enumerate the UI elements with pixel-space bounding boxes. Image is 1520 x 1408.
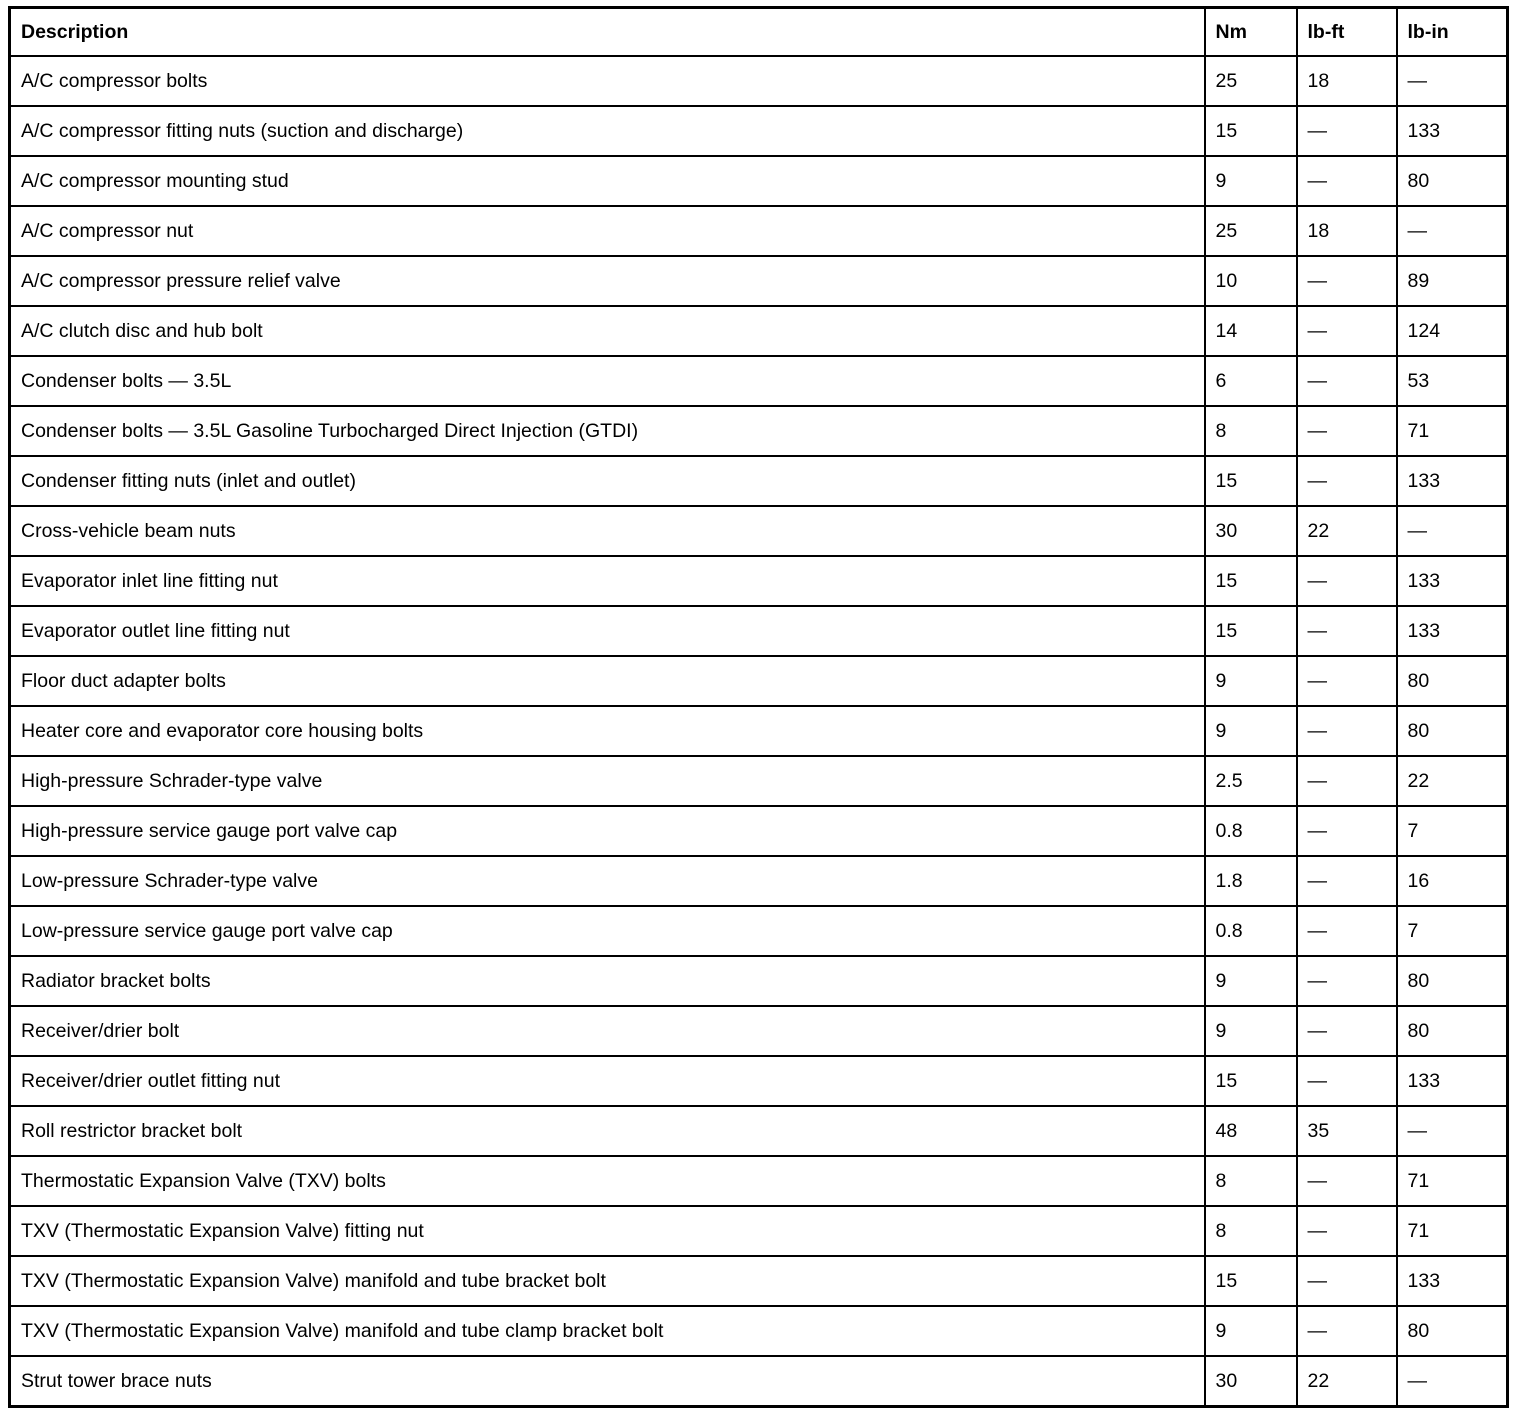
cell-lb-in: —: [1397, 1356, 1508, 1407]
table-row: [10, 656, 1508, 706]
cell-description: Evaporator inlet line fitting nut: [10, 556, 1205, 606]
cell-lb-in: 80: [1397, 706, 1508, 756]
cell-description: A/C clutch disc and hub bolt: [10, 306, 1205, 356]
cell-lb-ft: —: [1297, 706, 1397, 756]
table-row: [10, 1356, 1508, 1407]
cell-nm: 30: [1205, 506, 1297, 556]
table-row: [10, 306, 1508, 356]
cell-lb-in: 80: [1397, 1306, 1508, 1356]
cell-nm: 10: [1205, 256, 1297, 306]
table-row: [10, 1156, 1508, 1206]
cell-nm: 0.8: [1205, 906, 1297, 956]
cell-lb-ft: —: [1297, 1306, 1397, 1356]
column-header-description: Description: [10, 8, 1205, 57]
table-row: [10, 1206, 1508, 1256]
cell-nm: 8: [1205, 406, 1297, 456]
cell-lb-ft: —: [1297, 356, 1397, 406]
table-row: [10, 456, 1508, 506]
cell-nm: 15: [1205, 556, 1297, 606]
cell-description: Floor duct adapter bolts: [10, 656, 1205, 706]
table-row: [10, 206, 1508, 256]
cell-lb-in: 7: [1397, 806, 1508, 856]
cell-nm: 15: [1205, 1056, 1297, 1106]
cell-nm: 9: [1205, 706, 1297, 756]
cell-lb-ft: —: [1297, 1006, 1397, 1056]
cell-nm: 6: [1205, 356, 1297, 406]
cell-lb-in: —: [1397, 506, 1508, 556]
cell-description: Cross-vehicle beam nuts: [10, 506, 1205, 556]
table-header-row: [10, 8, 1508, 57]
cell-description: High-pressure service gauge port valve cap: [10, 806, 1205, 856]
cell-lb-ft: —: [1297, 606, 1397, 656]
cell-description: TXV (Thermostatic Expansion Valve) manifold and tube clamp bracket bolt: [10, 1306, 1205, 1356]
cell-nm: 25: [1205, 56, 1297, 106]
cell-description: Receiver/drier bolt: [10, 1006, 1205, 1056]
cell-description: Condenser bolts — 3.5L: [10, 356, 1205, 406]
cell-lb-ft: 18: [1297, 206, 1397, 256]
cell-lb-in: 80: [1397, 956, 1508, 1006]
table-row: [10, 556, 1508, 606]
cell-lb-in: 133: [1397, 1056, 1508, 1106]
cell-lb-in: 22: [1397, 756, 1508, 806]
cell-nm: 8: [1205, 1156, 1297, 1206]
cell-lb-ft: 22: [1297, 1356, 1397, 1407]
cell-lb-in: 124: [1397, 306, 1508, 356]
cell-nm: 15: [1205, 1256, 1297, 1306]
cell-description: Thermostatic Expansion Valve (TXV) bolts: [10, 1156, 1205, 1206]
table-row: [10, 1006, 1508, 1056]
cell-lb-in: 80: [1397, 156, 1508, 206]
table-row: [10, 856, 1508, 906]
table-row: [10, 1106, 1508, 1156]
cell-lb-ft: 18: [1297, 56, 1397, 106]
table-row: [10, 506, 1508, 556]
cell-lb-ft: —: [1297, 406, 1397, 456]
cell-nm: 15: [1205, 456, 1297, 506]
cell-lb-ft: —: [1297, 1156, 1397, 1206]
cell-lb-in: —: [1397, 56, 1508, 106]
cell-lb-in: 133: [1397, 1256, 1508, 1306]
cell-description: A/C compressor fitting nuts (suction and discharge): [10, 106, 1205, 156]
cell-description: Strut tower brace nuts: [10, 1356, 1205, 1407]
cell-nm: 9: [1205, 956, 1297, 1006]
table-row: [10, 756, 1508, 806]
cell-nm: 9: [1205, 1306, 1297, 1356]
column-header-lb-in: lb-in: [1397, 8, 1508, 57]
cell-lb-in: 133: [1397, 106, 1508, 156]
cell-nm: 9: [1205, 1006, 1297, 1056]
cell-lb-in: 7: [1397, 906, 1508, 956]
cell-lb-in: —: [1397, 1106, 1508, 1156]
cell-lb-in: 71: [1397, 406, 1508, 456]
cell-lb-ft: —: [1297, 956, 1397, 1006]
cell-lb-in: 80: [1397, 656, 1508, 706]
cell-lb-ft: —: [1297, 806, 1397, 856]
table-row: [10, 1256, 1508, 1306]
cell-description: Radiator bracket bolts: [10, 956, 1205, 1006]
cell-nm: 2.5: [1205, 756, 1297, 806]
cell-lb-in: 71: [1397, 1156, 1508, 1206]
cell-description: A/C compressor bolts: [10, 56, 1205, 106]
table-row: [10, 1056, 1508, 1106]
cell-lb-ft: —: [1297, 656, 1397, 706]
cell-description: High-pressure Schrader-type valve: [10, 756, 1205, 806]
table-row: [10, 256, 1508, 306]
table-row: [10, 706, 1508, 756]
cell-lb-ft: 22: [1297, 506, 1397, 556]
cell-nm: 48: [1205, 1106, 1297, 1156]
cell-nm: 30: [1205, 1356, 1297, 1407]
cell-lb-in: 53: [1397, 356, 1508, 406]
cell-nm: 0.8: [1205, 806, 1297, 856]
column-header-nm: Nm: [1205, 8, 1297, 57]
cell-lb-in: 133: [1397, 556, 1508, 606]
cell-description: TXV (Thermostatic Expansion Valve) fitting nut: [10, 1206, 1205, 1256]
cell-lb-in: 89: [1397, 256, 1508, 306]
cell-nm: 8: [1205, 1206, 1297, 1256]
cell-lb-ft: —: [1297, 106, 1397, 156]
cell-description: Condenser fitting nuts (inlet and outlet): [10, 456, 1205, 506]
cell-lb-ft: —: [1297, 306, 1397, 356]
column-header-lb-ft: lb-ft: [1297, 8, 1397, 57]
torque-specifications-table: [8, 6, 1509, 1408]
cell-description: Low-pressure service gauge port valve cap: [10, 906, 1205, 956]
table-row: [10, 406, 1508, 456]
cell-nm: 15: [1205, 606, 1297, 656]
table-row: [10, 1306, 1508, 1356]
cell-lb-ft: —: [1297, 156, 1397, 206]
cell-lb-in: 133: [1397, 456, 1508, 506]
cell-lb-ft: —: [1297, 1206, 1397, 1256]
cell-description: Low-pressure Schrader-type valve: [10, 856, 1205, 906]
cell-lb-ft: —: [1297, 556, 1397, 606]
table-row: [10, 906, 1508, 956]
cell-description: Receiver/drier outlet fitting nut: [10, 1056, 1205, 1106]
cell-nm: 9: [1205, 656, 1297, 706]
table-row: [10, 956, 1508, 1006]
cell-lb-in: —: [1397, 206, 1508, 256]
table-row: [10, 356, 1508, 406]
cell-description: Heater core and evaporator core housing bolts: [10, 706, 1205, 756]
cell-lb-ft: —: [1297, 456, 1397, 506]
cell-nm: 1.8: [1205, 856, 1297, 906]
cell-lb-ft: —: [1297, 1056, 1397, 1106]
cell-nm: 9: [1205, 156, 1297, 206]
table-row: [10, 106, 1508, 156]
table-header: [10, 8, 1508, 57]
cell-description: TXV (Thermostatic Expansion Valve) manifold and tube bracket bolt: [10, 1256, 1205, 1306]
cell-description: A/C compressor mounting stud: [10, 156, 1205, 206]
cell-description: A/C compressor nut: [10, 206, 1205, 256]
cell-lb-in: 71: [1397, 1206, 1508, 1256]
cell-lb-ft: —: [1297, 756, 1397, 806]
cell-lb-ft: —: [1297, 856, 1397, 906]
cell-nm: 15: [1205, 106, 1297, 156]
cell-lb-ft: —: [1297, 1256, 1397, 1306]
cell-lb-in: 80: [1397, 1006, 1508, 1056]
table-row: [10, 806, 1508, 856]
cell-description: Roll restrictor bracket bolt: [10, 1106, 1205, 1156]
cell-description: A/C compressor pressure relief valve: [10, 256, 1205, 306]
cell-lb-in: 16: [1397, 856, 1508, 906]
table-row: [10, 606, 1508, 656]
cell-description: Evaporator outlet line fitting nut: [10, 606, 1205, 656]
table-row: [10, 156, 1508, 206]
cell-lb-ft: —: [1297, 256, 1397, 306]
cell-lb-in: 133: [1397, 606, 1508, 656]
table-body: [10, 56, 1508, 1407]
cell-description: Condenser bolts — 3.5L Gasoline Turbocharged Direct Injection (GTDI): [10, 406, 1205, 456]
cell-nm: 25: [1205, 206, 1297, 256]
cell-lb-ft: —: [1297, 906, 1397, 956]
cell-nm: 14: [1205, 306, 1297, 356]
table-row: [10, 56, 1508, 106]
cell-lb-ft: 35: [1297, 1106, 1397, 1156]
